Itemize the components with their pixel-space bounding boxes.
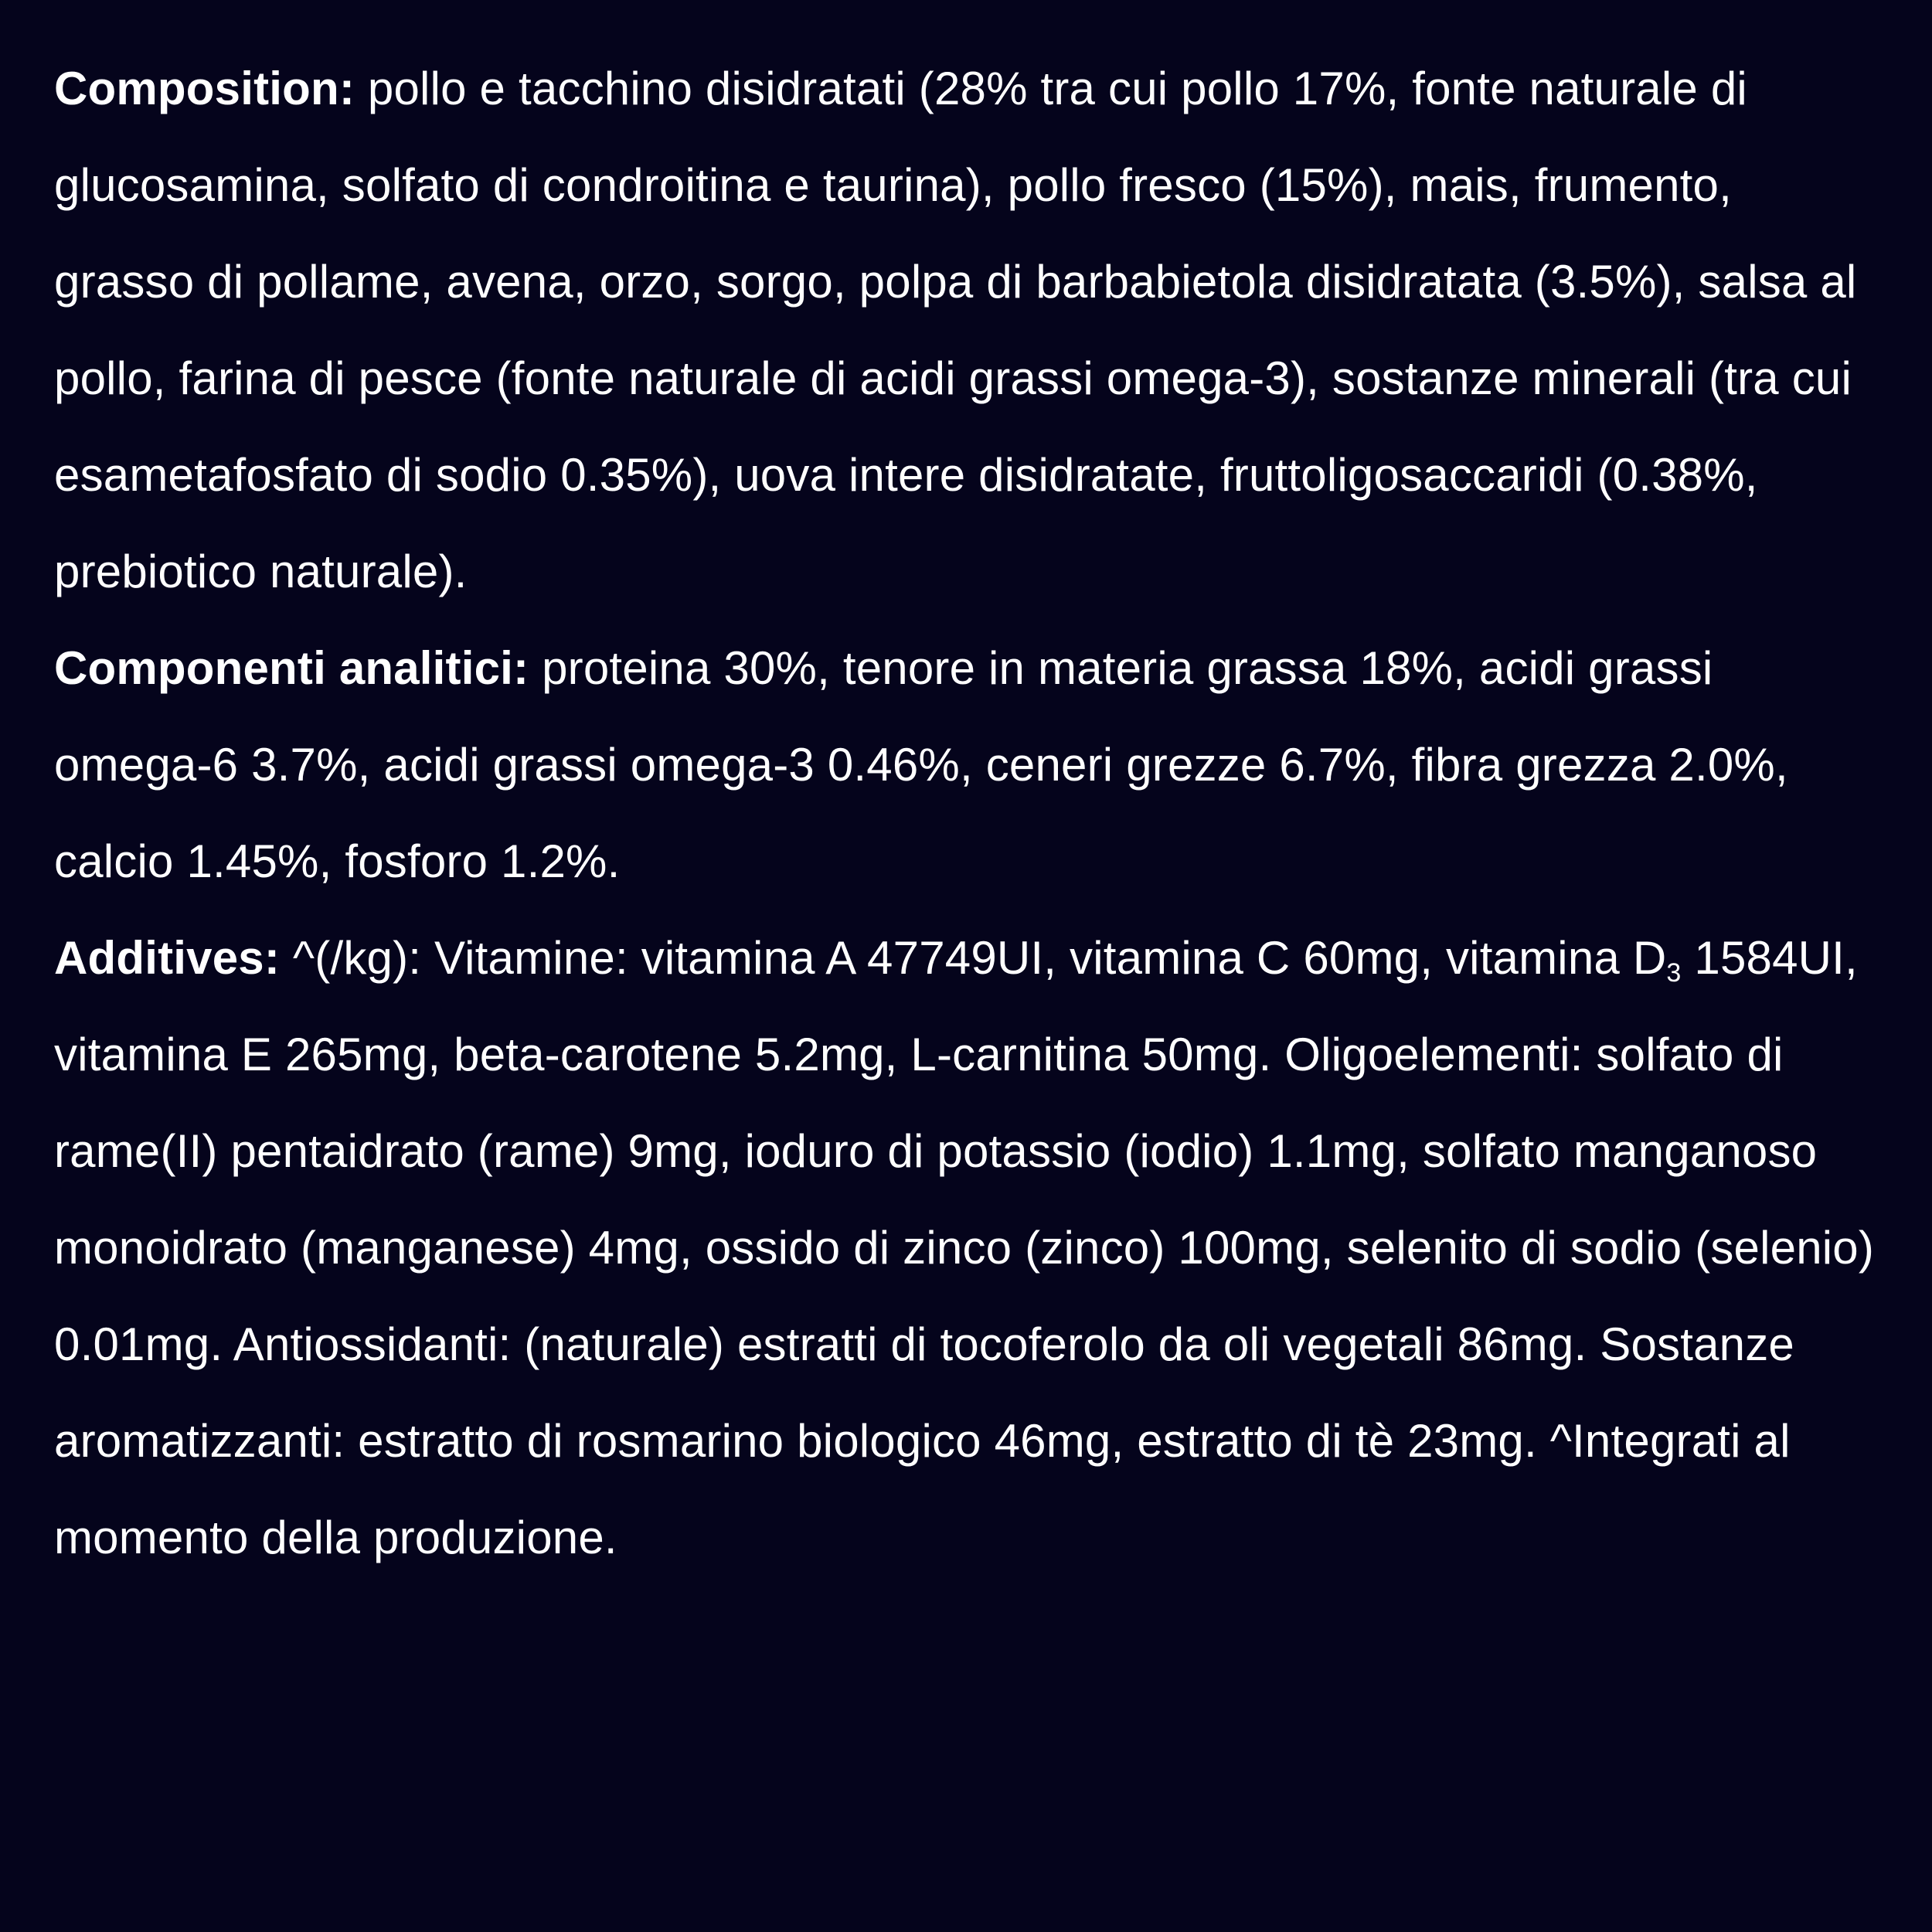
vitamin-d-subscript: 3 [1666,958,1682,988]
composition-label: Composition: [54,63,355,114]
composition-text: pollo e tacchino disidratati (28% tra cui pollo 17%, fonte naturale di glucosamina, solfato di condroitina e taurina), pollo fresco (15%), mais, frumento, grasso di pollame, avena, orzo, sorgo, polpa di barbabietola disidratata (3.5%), salsa al pollo, farina di pesce (fonte naturale di acidi grassi omega-3), sostanze minerali (tra cui esametafosfato di sodio 0.35%), uova intere disidratate, fruttoligosaccaridi (0.38%, prebiotico naturale). [54,63,1857,597]
analytical-section [54,620,1878,910]
analytical-text: proteina 30%, tenore in materia grassa 18%, acidi grassi omega-6 3.7%, acidi grassi omega-3 0.46%, ceneri grezze 6.7%, fibra grezza 2.0%, calcio 1.45%, fosforo 1.2%. [54,642,1788,887]
composition-section [54,40,1878,620]
analytical-label: Componenti analitici: [54,642,529,694]
additives-text-before: ^(/kg): Vitamine: vitamina A 47749UI, vitamina C 60mg, vitamina D [280,932,1667,984]
additives-label: Additives: [54,932,281,984]
additives-text-after: 1584UI, vitamina E 265mg, beta-carotene 5.2mg, L-carnitina 50mg. Oligoelementi: solfato di rame(II) pentaidrato (rame) 9mg, ioduro di potassio (iodio) 1.1mg, solfato manganoso monoidrato (manganese) 4mg, ossido di zinco (zinco) 100mg, selenito di sodio (selenio) 0.01mg. Antiossidanti: (naturale) estratti di tocoferolo da oli vegetali 86mg. Sostanze aromatizzanti: estratto di rosmarino biologico 46mg, estratto di tè 23mg. ^Integrati al momento della produzione. [54,932,1875,1563]
additives-section [54,910,1878,1586]
